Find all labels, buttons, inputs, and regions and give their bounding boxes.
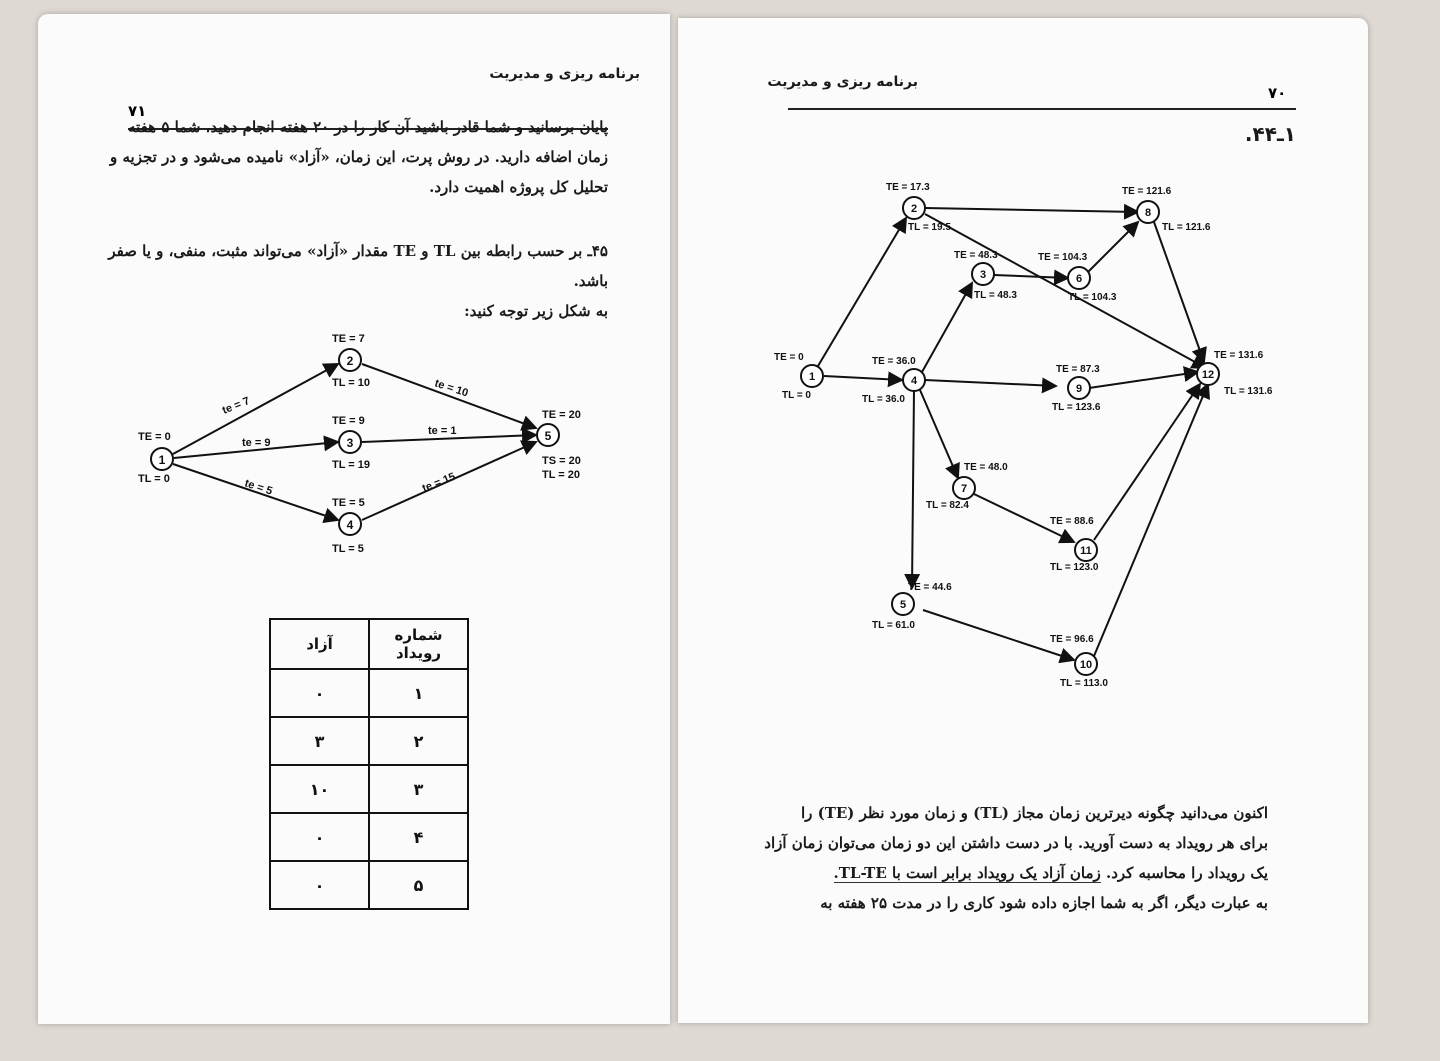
table-cell-event: ۲ — [369, 717, 468, 765]
node-10-te: TE = 96.6 — [1050, 634, 1094, 645]
edge-6-8 — [1088, 222, 1138, 272]
node-2-te: TE = 17.3 — [886, 182, 930, 193]
node-8-te: TE = 121.6 — [1122, 186, 1172, 197]
node-4-id: 4 — [910, 375, 918, 387]
left-network-diagram — [118, 314, 618, 574]
left-paragraph-2 — [88, 236, 608, 326]
node-10-tl: TL = 113.0 — [1060, 678, 1108, 689]
node-4-id: 4 — [346, 518, 354, 532]
right-page-number: ۷۰ — [1268, 84, 1287, 102]
node-5-tl: TL = 20 — [542, 469, 581, 481]
node-2-tl: TL = 10 — [332, 377, 371, 389]
node-10-id: 10 — [1079, 659, 1093, 671]
right-network-diagram — [768, 168, 1278, 708]
node-3-id: 3 — [346, 436, 354, 450]
edge-2-5 — [362, 364, 536, 428]
right-page — [678, 18, 1368, 1023]
node-2-tl: TL = 19.5 — [908, 222, 951, 233]
right-header-title: برنامه ریزی و مدیریت — [767, 74, 918, 90]
node-7-tl: TL = 82.4 — [926, 500, 969, 511]
table-cell-event: ۴ — [369, 813, 468, 861]
edge-1-4 — [824, 376, 902, 380]
edge-11-12 — [1094, 384, 1200, 540]
node-12-tl: TL = 131.6 — [1224, 386, 1273, 397]
node-11-id: 11 — [1080, 545, 1092, 557]
node-8-tl: TL = 121.6 — [1162, 222, 1211, 233]
table-row — [270, 669, 468, 717]
node-4-te: TE = 36.0 — [872, 356, 916, 367]
node-1-tl: TL = 0 — [138, 473, 170, 485]
edge-label-1-4: te = 5 — [243, 477, 274, 498]
table-row — [270, 717, 468, 765]
right-header-rule — [788, 108, 1296, 110]
node-2-te: TE = 7 — [332, 333, 365, 345]
table-cell-free: ۰ — [270, 861, 369, 909]
table-header-event-number: شماره رویداد — [369, 619, 468, 669]
node-4-te: TE = 5 — [332, 497, 365, 509]
left-page-number: ۷۱ — [128, 102, 147, 120]
table-cell-free: ۱۰ — [270, 765, 369, 813]
node-5-id: 5 — [899, 599, 907, 611]
node-4-tl: TL = 36.0 — [862, 394, 905, 405]
node-8-id: 8 — [1144, 207, 1152, 219]
node-3-te: TE = 48.3 — [954, 250, 998, 261]
node-9-id: 9 — [1075, 383, 1083, 395]
node-9-tl: TL = 123.6 — [1052, 402, 1101, 413]
node-6-te: TE = 104.3 — [1038, 252, 1088, 263]
table-cell-free: ۰ — [270, 669, 369, 717]
left-p1-line-1: پایان برسانید و شما قادر باشید آن کار را در ۲۰ هفته انجام دهید، شما ۵ هفته — [128, 118, 608, 136]
node-5-te: TE = 20 — [542, 409, 581, 421]
node-1-te: TE = 0 — [774, 352, 804, 363]
edge-4-9 — [925, 380, 1056, 386]
node-9-te: TE = 87.3 — [1056, 364, 1100, 375]
node-1-id: 1 — [808, 371, 816, 383]
edge-4-3 — [922, 283, 972, 372]
free-time-table — [269, 618, 469, 910]
node-6-tl: TL = 104.3 — [1068, 292, 1117, 303]
node-12-te: TE = 131.6 — [1214, 350, 1264, 361]
node-2-id: 2 — [346, 354, 354, 368]
table-header-row — [270, 619, 468, 669]
table-row — [270, 765, 468, 813]
node-1-te: TE = 0 — [138, 431, 171, 443]
edge-10-12 — [1094, 384, 1208, 656]
node-12-id: 12 — [1201, 369, 1215, 381]
node-3-id: 3 — [979, 269, 987, 281]
node-11-tl: TL = 123.0 — [1050, 562, 1099, 573]
node-5-ts: TS = 20 — [542, 455, 581, 467]
node-2-id: 2 — [910, 203, 918, 215]
edge-8-12 — [1154, 222, 1204, 362]
node-11-te: TE = 88.6 — [1050, 516, 1094, 527]
node-5-te: TE = 44.6 — [908, 582, 952, 593]
node-3-tl: TL = 48.3 — [974, 290, 1017, 301]
node-3-te: TE = 9 — [332, 415, 365, 427]
figure-label: ۱ـ۴۴. — [1244, 122, 1296, 146]
table-cell-event: ۵ — [369, 861, 468, 909]
left-p2-line-1: ۴۵ـ بر حسب رابطه بین TL و TE مقدار «آزاد» می‌تواند مثبت، منفی، و یا صفر باشد. — [108, 242, 608, 290]
node-5-tl: TL = 61.0 — [872, 620, 915, 631]
node-4-tl: TL = 5 — [332, 543, 364, 555]
table-cell-free: ۰ — [270, 813, 369, 861]
node-3-tl: TL = 19 — [332, 459, 371, 471]
edge-9-12 — [1089, 372, 1198, 388]
right-p-line-3a: یک رویداد را محاسبه کرد. — [1105, 864, 1268, 882]
table-cell-event: ۳ — [369, 765, 468, 813]
left-page — [38, 14, 670, 1024]
edge-label-2-5: te = 10 — [433, 377, 470, 400]
edge-label-4-5: te = 15 — [420, 470, 458, 495]
edge-4-5 — [912, 390, 914, 588]
node-1-id: 1 — [158, 453, 166, 467]
node-6-id: 6 — [1075, 273, 1083, 285]
table-cell-event: ۱ — [369, 669, 468, 717]
edge-4-7 — [920, 390, 958, 478]
edge-3-6 — [994, 275, 1068, 278]
table-header-free: آزاد — [270, 619, 369, 669]
table-row — [270, 861, 468, 909]
edge-label-1-3: te = 9 — [242, 437, 271, 449]
node-5-id: 5 — [544, 429, 552, 443]
left-p2-line-2: به شکل زیر توجه کنید: — [464, 302, 608, 320]
edge-label-3-5: te = 1 — [428, 425, 457, 437]
right-p-line-3b: زمان آزاد یک رویداد برابر است با TL-TE. — [833, 864, 1101, 882]
left-header-title: برنامه ریزی و مدیریت — [489, 66, 640, 82]
right-paragraph — [748, 798, 1268, 918]
table-cell-free: ۳ — [270, 717, 369, 765]
left-paragraph-1 — [88, 112, 608, 202]
node-1-tl: TL = 0 — [782, 390, 811, 401]
node-7-id: 7 — [960, 483, 968, 495]
left-p1-line-3: تحلیل کل پروژه اهمیت دارد. — [429, 178, 608, 196]
node-7-te: TE = 48.0 — [964, 462, 1008, 473]
edge-1-2 — [818, 218, 906, 366]
left-p1-line-2: زمان اضافه دارید. در روش پرت، این زمان، «آزاد» نامیده می‌شود و در تجزیه و — [110, 148, 608, 166]
edge-label-1-2: te = 7 — [220, 395, 252, 417]
right-p-line-4: به عبارت دیگر، اگر به شما اجازه داده شود کاری را در مدت ۲۵ هفته به — [820, 894, 1268, 912]
table-row — [270, 813, 468, 861]
ghost-text — [596, 694, 600, 710]
right-p-line-1: اکنون می‌دانید چگونه دیرترین زمان مجاز (TL) و زمان مورد نظر (TE) را — [800, 804, 1268, 822]
edge-2-8 — [925, 208, 1138, 212]
right-p-line-3 — [748, 858, 1268, 888]
right-p-line-2: برای هر رویداد به دست آورید. با در دست داشتن این دو زمان می‌توان زمان آزاد — [764, 834, 1268, 852]
